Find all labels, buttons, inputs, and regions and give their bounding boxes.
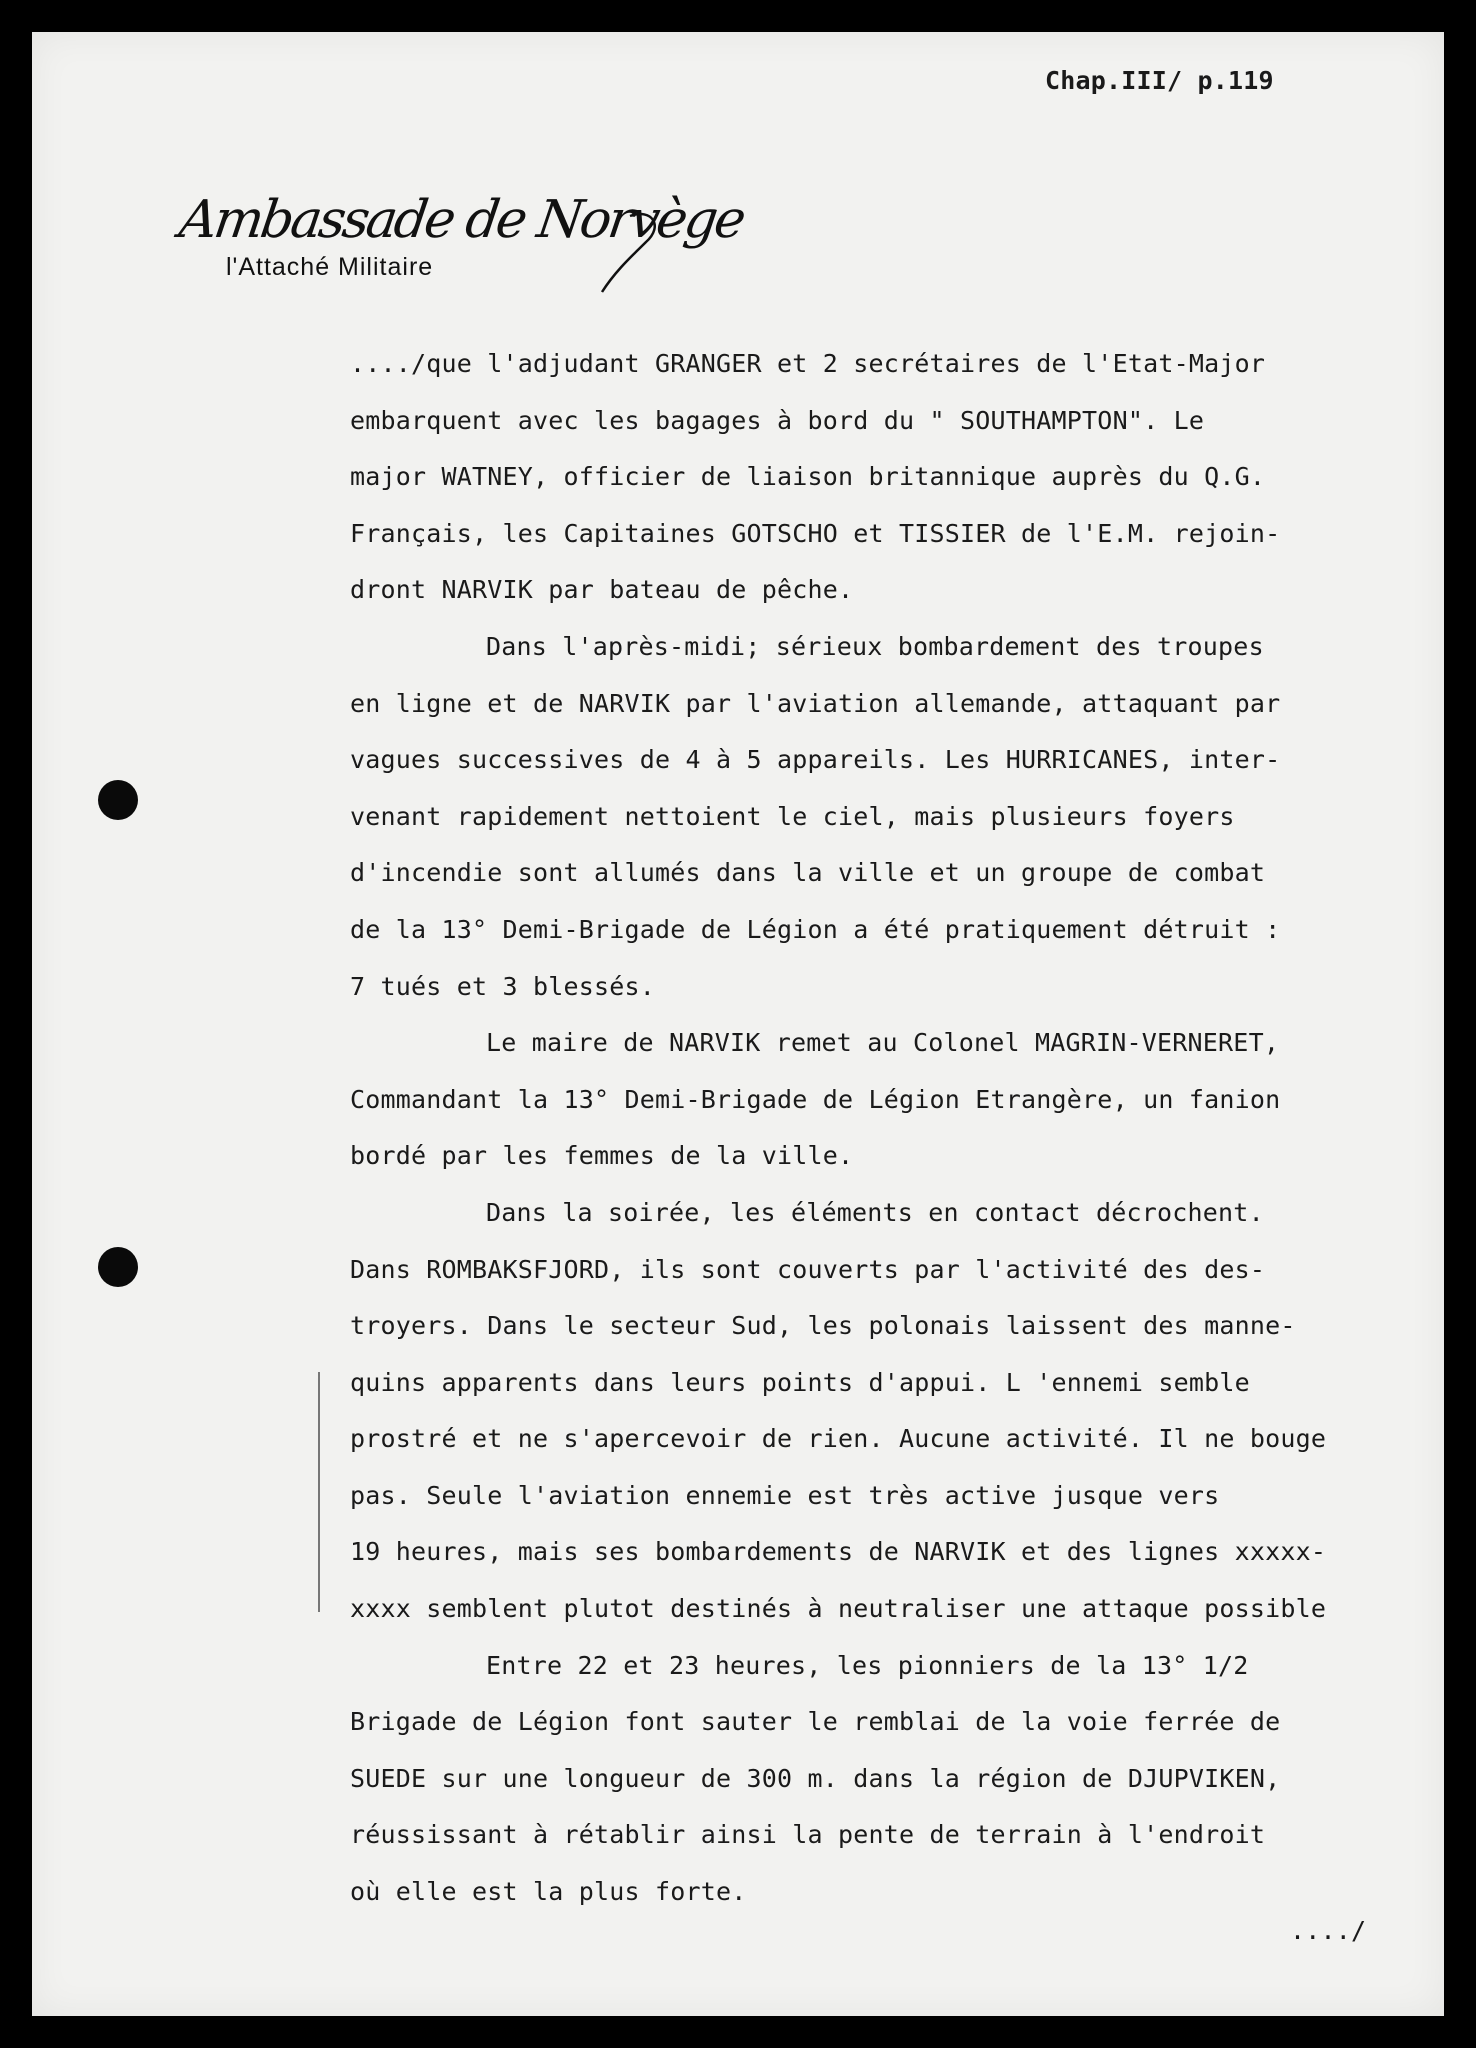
text-line: d'incendie sont allumés dans la ville et un groupe de combat <box>350 858 1266 888</box>
letterhead-title: Ambassade de Norvège <box>175 190 747 250</box>
text-line: Dans l'après-midi; sérieux bombardement des troupes <box>486 631 1264 661</box>
text-line: réussissant à rétablir ainsi la pente de terrain à l'endroit <box>350 1820 1266 1850</box>
text-line: 7 tués et 3 blessés. <box>350 971 656 1001</box>
text-line: où elle est la plus forte. <box>350 1877 747 1907</box>
chapter-reference: Chap.III/ p.119 <box>1045 66 1274 95</box>
text-line: vagues successives de 4 à 5 appareils. Les HURRICANES, inter- <box>350 745 1281 775</box>
text-line: Français, les Capitaines GOTSCHO et TISSIER de l'E.M. rejoin- <box>350 518 1281 548</box>
text-line: major WATNEY, officier de liaison britannique auprès du Q.G. <box>350 462 1266 492</box>
punch-hole <box>98 1247 138 1287</box>
text-line: Commandant la 13° Demi-Brigade de Légion Etrangère, un fanion <box>350 1084 1281 1114</box>
text-line: Dans la soirée, les éléments en contact décrochent. <box>486 1197 1264 1227</box>
text-line: 19 heures, mais ses bombardements de NARVIK et des lignes xxxxx- <box>350 1537 1327 1567</box>
text-line: xxxx semblent plutot destinés à neutraliser une attaque possible <box>350 1594 1327 1624</box>
text-line: venant rapidement nettoient le ciel, mais plusieurs foyers <box>350 801 1235 831</box>
text-line: SUEDE sur une longueur de 300 m. dans la région de DJUPVIKEN, <box>350 1763 1281 1793</box>
text-line: troyers. Dans le secteur Sud, les polonais laissent des manne- <box>350 1311 1296 1341</box>
text-line: ..../que l'adjudant GRANGER et 2 secrétaires de l'Etat-Major <box>350 349 1266 378</box>
text-line: Le maire de NARVIK remet au Colonel MAGRIN-VERNERET, <box>486 1028 1280 1058</box>
text-line: en ligne et de NARVIK par l'aviation allemande, attaquant par <box>350 688 1281 718</box>
text-line: de la 13° Demi-Brigade de Légion a été pratiquement détruit : <box>350 914 1281 944</box>
text-line: bordé par les femmes de la ville. <box>350 1141 854 1171</box>
letterhead-flourish-icon <box>590 208 670 298</box>
text-line: embarquent avec les bagages à bord du " SOUTHAMPTON". Le <box>350 405 1205 435</box>
continuation-mark: ..../ <box>1290 1916 1367 1945</box>
text-line: Dans ROMBAKSFJORD, ils sont couverts par l'activité des des- <box>350 1254 1266 1284</box>
text-line: dront NARVIK par bateau de pêche. <box>350 575 854 605</box>
text-line: Brigade de Légion font sauter le remblai de la voie ferrée de <box>350 1707 1281 1737</box>
text-line: prostré et ne s'apercevoir de rien. Aucune activité. Il ne bouge <box>350 1424 1327 1454</box>
text-line: Entre 22 et 23 heures, les pionniers de la 13° 1/2 <box>486 1650 1249 1680</box>
letter-body <box>350 336 1450 1921</box>
punch-hole <box>98 780 138 820</box>
text-line: pas. Seule l'aviation ennemie est très active jusque vers <box>350 1480 1220 1510</box>
margin-mark <box>318 1372 320 1612</box>
letterhead-subtitle: l'Attaché Militaire <box>226 253 434 281</box>
text-line: quins apparents dans leurs points d'appui. L 'ennemi semble <box>350 1367 1250 1397</box>
